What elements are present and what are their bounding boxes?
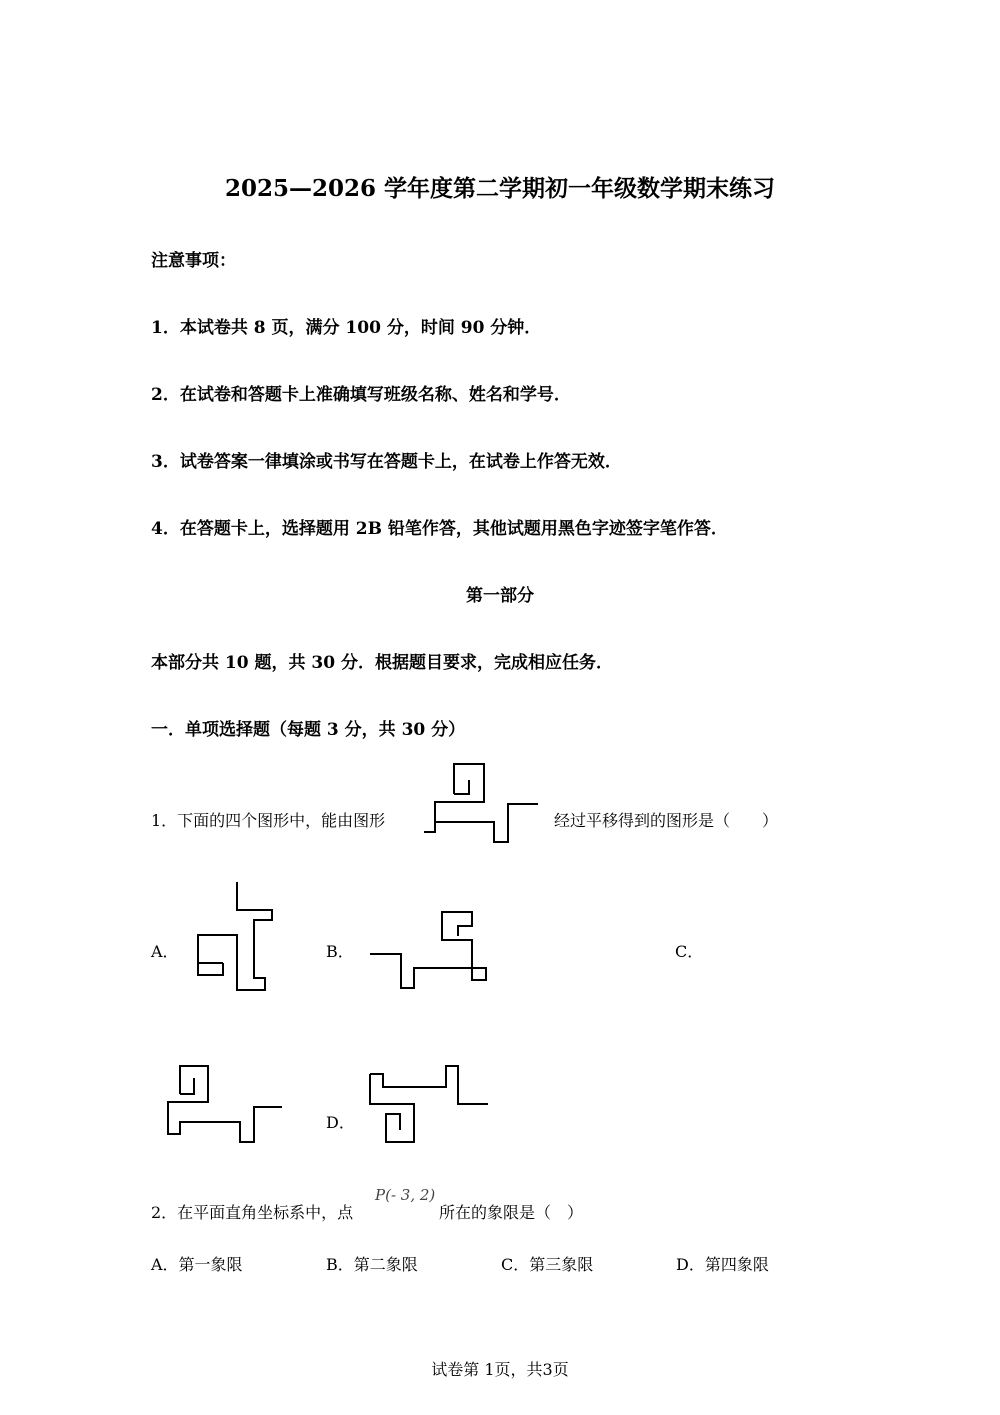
notice-item-2: 2．在试卷和答题卡上准确填写班级名称、姓名和学号．	[151, 385, 571, 405]
q1-option-d-label: D．	[326, 1113, 355, 1132]
q2-option-a: A．第一象限	[151, 1255, 243, 1274]
q2-stem-after: 所在的象限是（ ）	[439, 1203, 584, 1222]
page-footer: 试卷第 1页，共3页	[431, 1360, 569, 1379]
q1-option-b-label: B．	[326, 942, 354, 961]
notice-item-1: 1．本试卷共 8 页，满分 100 分，时间 90 分钟．	[151, 318, 542, 338]
q1-reference-figure	[420, 762, 545, 847]
notice-item-4: 4．在答题卡上，选择题用 2B 铅笔作答，其他试题用黑色字迹签字笔作答．	[151, 519, 728, 539]
part-intro: 本部分共 10 题，共 30 分．根据题目要求，完成相应任务．	[151, 653, 613, 673]
q1-stem-before: 1．下面的四个图形中，能由图形	[151, 811, 386, 830]
q1-stem-after: 经过平移得到的图形是（ ）	[554, 811, 779, 830]
q1-option-a-label: A．	[151, 942, 179, 961]
q2-option-c: C．第三象限	[501, 1255, 594, 1274]
page-title: 2025—2026 学年度第二学期初一年级数学期末练习	[224, 175, 776, 202]
section-heading: 一．单项选择题（每题 3 分，共 30 分）	[151, 720, 466, 740]
part-title: 第一部分	[466, 586, 534, 606]
q2-option-b: B．第二象限	[326, 1255, 418, 1274]
q1-option-d-figure	[368, 1062, 493, 1152]
q1-option-c-label: C．	[675, 942, 704, 961]
q2-stem-before: 2．在平面直角坐标系中，点	[151, 1203, 354, 1222]
q2-point: P(- 3, 2)	[375, 1186, 436, 1204]
notice-heading: 注意事项：	[151, 251, 236, 271]
q2-option-d: D．第四象限	[676, 1255, 769, 1274]
q1-option-a-figure	[193, 880, 278, 995]
q1-option-b-figure	[368, 908, 493, 993]
q1-option-c-figure	[160, 1062, 290, 1152]
notice-item-3: 3．试卷答案一律填涂或书写在答题卡上，在试卷上作答无效．	[151, 452, 622, 472]
